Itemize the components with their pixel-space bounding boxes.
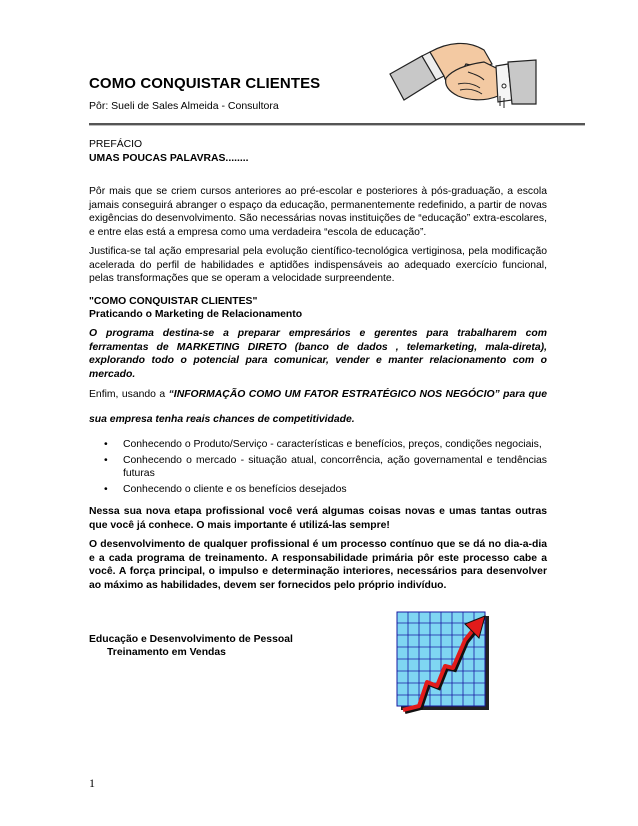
bullet-list [89,438,547,496]
handshake-image [388,34,538,118]
document-title: COMO CONQUISTAR CLIENTES [89,75,321,92]
footer-line-2: Treinamento em Vendas [107,647,226,658]
header-rule-shadow [89,125,585,126]
preface-subtitle: UMAS POUCAS PALAVRAS........ [89,153,249,164]
list-item [89,454,547,481]
enfim-prefix: Enfim, usando a [89,389,169,400]
growth-chart-image [395,608,495,714]
bullet-glyph: • [104,439,108,450]
enfim-continuation: sua empresa tenha reais chances de competitividade. [89,414,355,425]
paragraph-2: Justifica-se tal ação empresarial pela evolução científico-tecnológica vertiginosa, pela modificação acelerada do perfil de habilidades e aptidões indispensáveis ao adequado exercício funcional, pelas transformações que se operam a velocidade surpreendente. [89,246,547,285]
author-byline: Pôr: Sueli de Sales Almeida - Consultora [89,100,279,112]
page-number: 1 [89,776,95,790]
enfim-line [89,388,547,402]
bullet-glyph: • [104,483,108,495]
list-item [89,483,547,497]
program-subheading: Praticando o Marketing de Relacionamento [89,309,303,320]
paragraph-1: Pôr mais que se criem cursos anteriores ao pré-escolar e posteriores à pós-graduação, a escola jamais conseguirá abranger o espaço da educação, permanentemente redefinido, a partir de novas exigências do desenvolvimento. São necessárias novas instituições de “educação” extra-escolares, e entre elas está a empresa como uma verdadeira “escola de educação”. [89,186,548,238]
closing-paragraph-1: Nessa sua nova etapa profissional você verá algumas coisas novas e umas tantas outras que você já conhece. O mais importante é utilizá-las sempre! [89,506,547,531]
bullet-glyph: • [104,454,108,466]
list-item [89,438,547,452]
program-description: O programa destina-se a preparar empresários e gerentes para trabalharem com ferramentas de MARKETING DIRETO (banco de dados , telemarketing, mala-direta), explorando todo o potencial para comunicar, vender e manter relacionamento com o mercado. [89,328,547,380]
bullet-text: Conhecendo o mercado - situação atual, concorrência, ação governamental e tendências futuras [123,454,547,480]
preface-label: PREFÁCIO [89,139,143,150]
bullet-text: Conhecendo o Produto/Serviço - características e benefícios, preços, condições negociais, [123,439,542,450]
program-heading: "COMO CONQUISTAR CLIENTES" [89,296,258,307]
closing-paragraph-2: O desenvolvimento de qualquer profissional é um processo contínuo que se dá no dia-a-dia e a cada programa de treinamento. A responsabilidade primária pôr este processo cabe a você. A força principal, o impulso e determinação interiores, necessários para desenvolver ao máximo as habilidades, devem ser fornecidos pelo próprio indivíduo. [89,539,547,591]
enfim-emphasis: “INFORMAÇÃO COMO UM FATOR ESTRATÉGICO NOS NEGÓCIO” para que [168,389,548,400]
bullet-text: Conhecendo o cliente e os benefícios desejados [123,483,347,495]
footer-line-1: Educação e Desenvolvimento de Pessoal [89,634,293,645]
